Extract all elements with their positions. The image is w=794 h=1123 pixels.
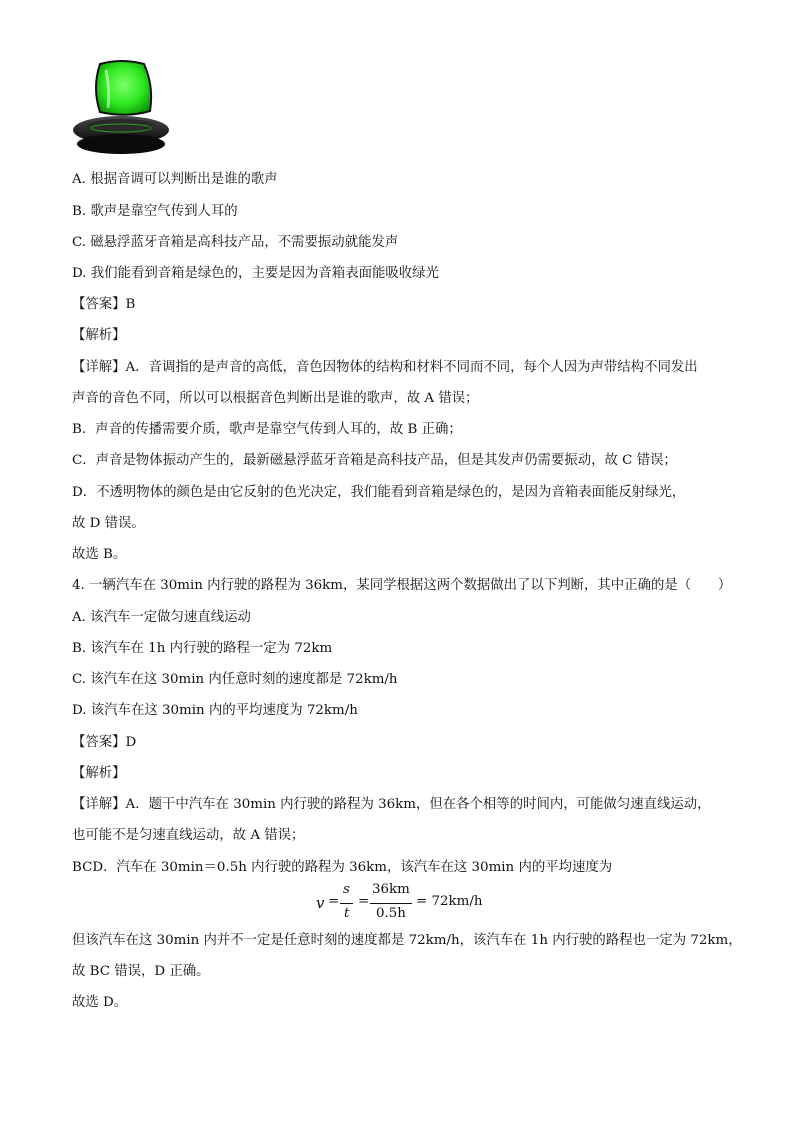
q4-option-a: A. 该汽车一定做匀速直线运动	[72, 610, 251, 625]
q4-detail-line: 也可能不是匀速直线运动，故 A 错误；	[72, 828, 305, 843]
q4-detail-line: 【详解】A．题干中汽车在 30min 内行驶的路程为 36km，但在各个相等的时间内，可能做匀速直线运动，	[72, 797, 711, 812]
q3-detail-line: 【详解】A．音调指的是声音的高低，音色因物体的结构和材料不同而不同，每个人因为声带结构不同发出	[72, 360, 698, 375]
q3-detail-line: D．不透明物体的颜色是由它反射的色光决定，我们能看到音箱是绿色的，是因为音箱表面能反射绿光，	[72, 485, 686, 500]
q3-option-c: C. 磁悬浮蓝牙音箱是高科技产品，不需要振动就能发声	[72, 235, 399, 250]
fraction-bar	[370, 903, 412, 904]
formula-equals: =	[328, 894, 340, 909]
q4-detail-after-line: 故 BC 错误，D 正确。	[72, 964, 210, 979]
q4-conclusion: 故选 D。	[72, 995, 128, 1010]
formula-0-5h: 0.5h	[376, 906, 406, 921]
formula-36km: 36km	[372, 882, 410, 897]
q4-analysis-label: 【解析】	[72, 766, 126, 781]
formula-equals: =	[358, 894, 370, 909]
q4-option-d: D. 该汽车在这 30min 内的平均速度为 72km/h	[72, 703, 358, 718]
q3-option-a: A. 根据音调可以判断出是谁的歌声	[72, 172, 278, 187]
q3-option-d: D. 我们能看到音箱是绿色的，主要是因为音箱表面能吸收绿光	[72, 266, 439, 281]
q3-analysis-label: 【解析】	[72, 328, 126, 343]
q4-answer: 【答案】D	[72, 735, 137, 750]
q3-option-b: B. 歌声是靠空气传到人耳的	[72, 204, 238, 219]
formula-s: s	[343, 882, 350, 897]
q4-detail-line: BCD．汽车在 30min＝0.5h 内行驶的路程为 36km，该汽车在这 30min 内的平均速度为	[72, 860, 613, 875]
q3-answer: 【答案】B	[72, 297, 136, 312]
q3-detail-line: C．声音是物体振动产生的，最新磁悬浮蓝牙音箱是高科技产品，但是其发声仍需要振动，故 C 错误；	[72, 453, 677, 468]
q4-detail-after-line: 但该汽车在这 30min 内并不一定是任意时刻的速度都是 72km/h，该汽车在 1h 内行驶的路程也一定为 72km，	[72, 933, 742, 948]
q3-detail-line: 声音的音色不同，所以可以根据音色判断出是谁的歌声，故 A 错误；	[72, 391, 479, 406]
q4-option-b: B. 该汽车在 1h 内行驶的路程一定为 72km	[72, 641, 333, 656]
formula-result: = 72km/h	[416, 894, 483, 909]
maglev-speaker-image	[66, 56, 172, 160]
q4-option-c: C. 该汽车在这 30min 内任意时刻的速度都是 72km/h	[72, 672, 398, 687]
formula-v: v	[316, 894, 325, 912]
q4-stem: 4. 一辆汽车在 30min 内行驶的路程为 36km，某同学根据这两个数据做出了以下判断，其中正确的是（ ）	[72, 578, 732, 593]
q3-conclusion: 故选 B。	[72, 547, 127, 562]
q3-detail-line: 故 D 错误。	[72, 516, 145, 531]
fraction-bar	[340, 903, 353, 904]
q3-detail-line: B．声音的传播需要介质，歌声是靠空气传到人耳的，故 B 正确；	[72, 422, 462, 437]
formula-t: t	[344, 906, 350, 921]
